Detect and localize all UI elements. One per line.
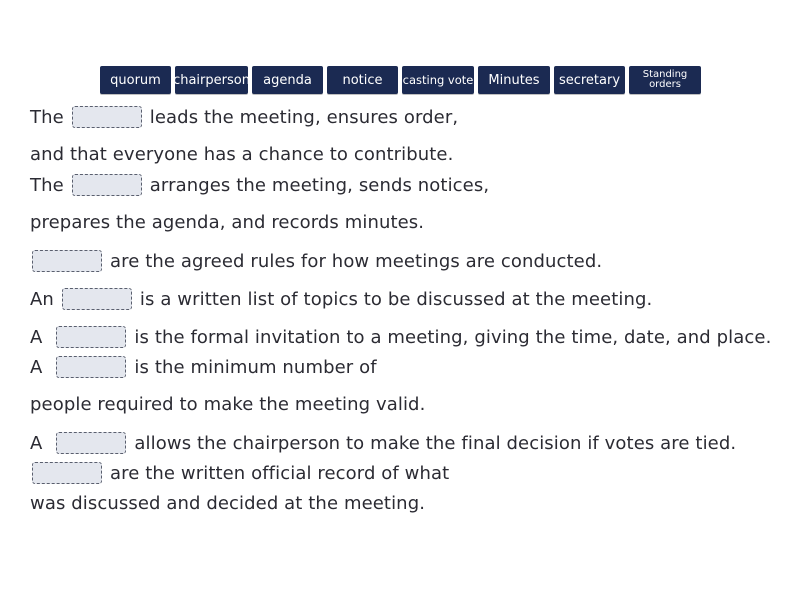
drop-blank[interactable] (56, 326, 126, 348)
sentence-text: was discussed and decided at the meeting. (30, 492, 426, 514)
drop-blank[interactable] (62, 288, 132, 310)
sentence-text: The (30, 174, 64, 196)
sentence-chairperson (30, 104, 458, 130)
sentence-notice (30, 324, 771, 350)
sentence-text: are the agreed rules for how meetings are conducted. (110, 250, 603, 272)
sentence-text: is the formal invitation to a meeting, giving the time, date, and place. (134, 326, 772, 348)
word-bank (100, 66, 701, 94)
sentence-quorum (30, 354, 377, 380)
sentence-standing-orders (30, 248, 602, 274)
drop-blank[interactable] (72, 174, 142, 196)
word-chip-standing-orders[interactable]: Standing orders (629, 66, 701, 94)
sentence-text: are the written official record of what (110, 462, 450, 484)
word-chip-minutes[interactable]: Minutes (478, 66, 550, 94)
sentence-text: A (30, 356, 43, 378)
sentence-agenda (30, 286, 652, 312)
drop-blank[interactable] (32, 250, 102, 272)
sentence-casting-vote (30, 430, 736, 456)
sentence-minutes (30, 460, 449, 486)
sentence-text: The (30, 106, 64, 128)
sentence-continuation (30, 391, 425, 417)
drop-blank[interactable] (56, 356, 126, 378)
word-chip-agenda[interactable]: agenda (252, 66, 323, 94)
sentence-text: arranges the meeting, sends notices, (149, 174, 490, 196)
drop-blank[interactable] (32, 462, 102, 484)
sentence-text: people required to make the meeting valid. (30, 393, 426, 415)
drop-blank[interactable] (56, 432, 126, 454)
sentence-text: and that everyone has a chance to contribute. (30, 143, 454, 165)
sentence-continuation (30, 490, 425, 516)
sentence-continuation (30, 209, 424, 235)
word-chip-notice[interactable]: notice (327, 66, 398, 94)
drop-blank[interactable] (72, 106, 142, 128)
sentence-text: is the minimum number of (134, 356, 377, 378)
word-chip-quorum[interactable]: quorum (100, 66, 171, 94)
sentence-text: allows the chairperson to make the final decision if votes are tied. (134, 432, 737, 454)
word-chip-casting-vote[interactable]: casting vote (402, 66, 474, 94)
sentence-text: leads the meeting, ensures order, (149, 106, 459, 128)
sentence-text: is a written list of topics to be discussed at the meeting. (139, 288, 653, 310)
sentence-text: A (30, 326, 43, 348)
word-chip-secretary[interactable]: secretary (554, 66, 625, 94)
sentence-continuation (30, 141, 453, 167)
sentence-text: An (30, 288, 54, 310)
word-chip-chairperson[interactable]: chairperson (175, 66, 248, 94)
sentence-secretary (30, 172, 489, 198)
sentence-text: A (30, 432, 43, 454)
sentence-text: prepares the agenda, and records minutes. (30, 211, 425, 233)
